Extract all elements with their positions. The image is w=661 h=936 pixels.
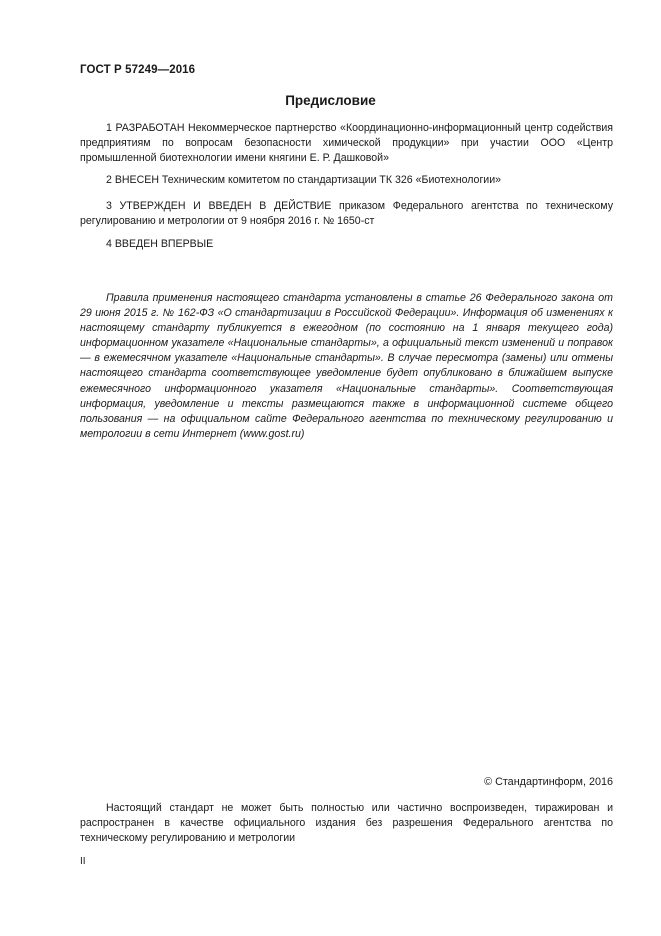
preface-item-3: 3 УТВЕРЖДЕН И ВВЕДЕН В ДЕЙСТВИЕ приказом Федерального агентства по техническому регулированию и метрологии от 9 ноября 2016 г. № 1650-ст [80,200,613,227]
preface-item-4: 4 ВВЕДЕН ВПЕРВЫЕ [106,238,214,250]
reproduction-notice: Настоящий стандарт не может быть полностью или частично воспроизведен, тиражирован и распространен в качестве официального издания без разрешения Федерального агентства по техническому регулированию и метрологии [80,802,613,844]
page-number: II [80,856,86,867]
copyright-line: © Стандартинформ, 2016 [484,776,613,788]
page-title: Предисловие [285,93,376,108]
preface-item-2: 2 ВНЕСЕН Техническим комитетом по стандартизации ТК 326 «Биотехнологии» [106,174,502,186]
document-code: ГОСТ Р 57249—2016 [80,64,196,76]
preface-item-1: 1 РАЗРАБОТАН Некоммерческое партнерство «Координационно-информационный центр содействия предприятиям по вопросам безопасности химической продукции» при участии ООО «Центр промышленной биотехнологии имени княгини Е. Р. Дашковой» [80,122,613,164]
standard-usage-note: Правила применения настоящего стандарта установлены в статье 26 Федерального закона от 29 июня 2015 г. № 162-ФЗ «О стандартизации в Российской Федерации». Информация об изменениях к настоящему стандарту публикуется в ежегодном (по состоянию на 1 января текущего года) информационном указателе «Национальные стандарты», а официальный текст изменений и поправок — в ежемесячном указателе «Национальные стандарты». В случае пересмотра (замены) или отмены настоящего стандарта соответствующее уведомление будет опубликовано в ближайшем выпуске ежемесячного информационного указателя «Национальные стандарты». Соответствующая информация, уведомление и тексты размещаются также в информационной системе общего пользования — на официальном сайте Федерального агентства по техническому регулированию и метрологии в сети Интернет (www.gost.ru) [80,292,613,440]
